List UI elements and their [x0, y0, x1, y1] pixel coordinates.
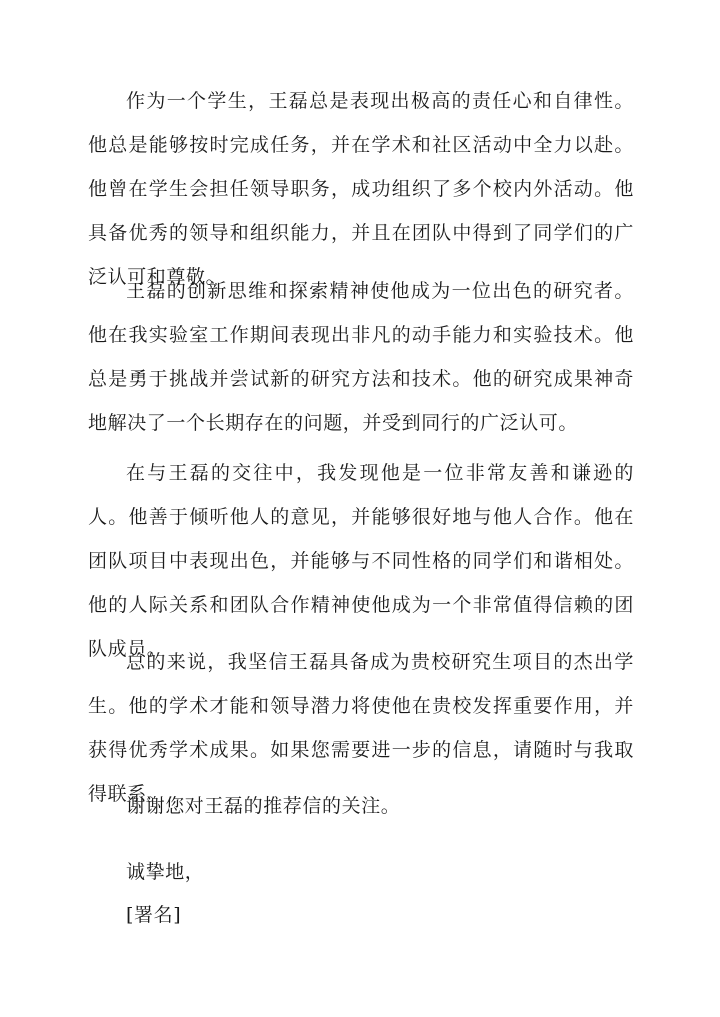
closing-line: 诚挚地， [126, 861, 205, 883]
paragraph-character: 在与王磊的交往中，我发现他是一位非常友善和谦逊的人。他善于倾听他人的意见，并能够很好地与他人合作。他在团队项目中表现出色，并能够与不同性格的同学们和谐相处。他的人际关系和团队合作精神使他成为一个非常值得信赖的团队成员。 [88, 462, 634, 660]
signature-placeholder: [署名] [126, 904, 182, 926]
paragraph-responsibility: 作为一个学生，王磊总是表现出极高的责任心和自律性。他总是能够按时完成任务，并在学术和社区活动中全力以赴。他曾在学生会担任领导职务，成功组织了多个校内外活动。他具备优秀的领导和组织能力，并且在团队中得到了同学们的广泛认可和尊敬。 [88, 90, 634, 288]
paragraph-research: 王磊的创新思维和探索精神使他成为一位出色的研究者。他在我实验室工作期间表现出非凡的动手能力和实验技术。他总是勇于挑战并尝试新的研究方法和技术。他的研究成果神奇地解决了一个长期存在的问题，并受到同行的广泛认可。 [88, 280, 634, 434]
paragraph-conclusion: 总的来说，我坚信王磊具备成为贵校研究生项目的杰出学生。他的学术才能和领导潜力将使他在贵校发挥重要作用，并获得优秀学术成果。如果您需要进一步的信息，请随时与我取得联系。 [88, 651, 634, 805]
thanks-line: 谢谢您对王磊的推荐信的关注。 [126, 795, 401, 817]
